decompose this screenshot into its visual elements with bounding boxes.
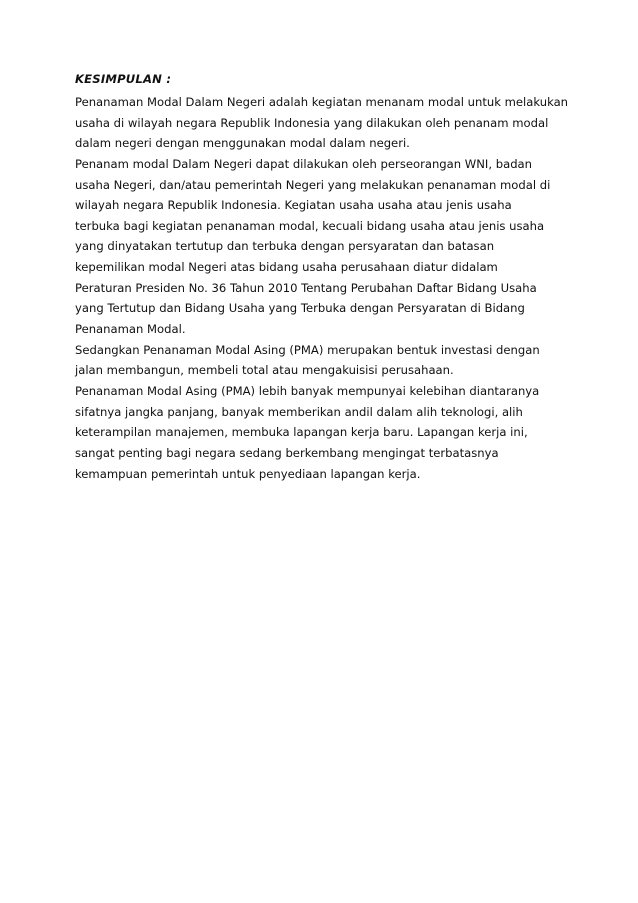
text-line: dalam negeri dengan menggunakan modal dalam negeri. bbox=[75, 136, 410, 151]
text-line: sifatnya jangka panjang, banyak memberikan andil dalam alih teknologi, alih bbox=[75, 404, 523, 419]
text-line: Penanaman Modal. bbox=[75, 322, 186, 337]
text-line: wilayah negara Republik Indonesia. Kegiatan usaha usaha atau jenis usaha bbox=[75, 198, 512, 213]
text-line: kepemilikan modal Negeri atas bidang usaha perusahaan diatur didalam bbox=[75, 260, 498, 275]
document-body bbox=[75, 67, 575, 484]
text-line: jalan membangun, membeli total atau mengakuisisi perusahaan. bbox=[75, 363, 454, 378]
text-line: Penanam modal Dalam Negeri dapat dilakukan oleh perseorangan WNI, badan bbox=[75, 156, 533, 171]
text-line: Penanaman Modal Dalam Negeri adalah kegiatan menanam modal untuk melakukan bbox=[75, 95, 569, 109]
text-line: sangat penting bagi negara sedang berkembang mengingat terbatasnya bbox=[75, 445, 499, 460]
text-line: usaha di wilayah negara Republik Indonesia yang dilakukan oleh penanam modal bbox=[75, 115, 549, 130]
text-line: Peraturan Presiden No. 36 Tahun 2010 Tentang Perubahan Daftar Bidang Usaha bbox=[75, 280, 537, 295]
text-line: terbuka bagi kegiatan penanaman modal, kecuali bidang usaha atau jenis usaha bbox=[75, 218, 545, 233]
text-line: usaha Negeri, dan/atau pemerintah Negeri yang melakukan penanaman modal di bbox=[75, 177, 551, 192]
text-line: yang dinyatakan tertutup dan terbuka dengan persyaratan dan batasan bbox=[75, 239, 495, 254]
text-line: yang Tertutup dan Bidang Usaha yang Terbuka dengan Persyaratan di Bidang bbox=[75, 301, 525, 316]
section-heading: KESIMPULAN : bbox=[75, 72, 172, 86]
text-line: Sedangkan Penanaman Modal Asing (PMA) merupakan bentuk investasi dengan bbox=[75, 342, 540, 357]
text-line: kemampuan pemerintah untuk penyediaan lapangan kerja. bbox=[75, 466, 421, 481]
text-line: keterampilan manajemen, membuka lapangan kerja baru. Lapangan kerja ini, bbox=[75, 425, 528, 440]
text-line: Penanaman Modal Asing (PMA) lebih banyak mempunyai kelebihan diantaranya bbox=[75, 383, 540, 398]
